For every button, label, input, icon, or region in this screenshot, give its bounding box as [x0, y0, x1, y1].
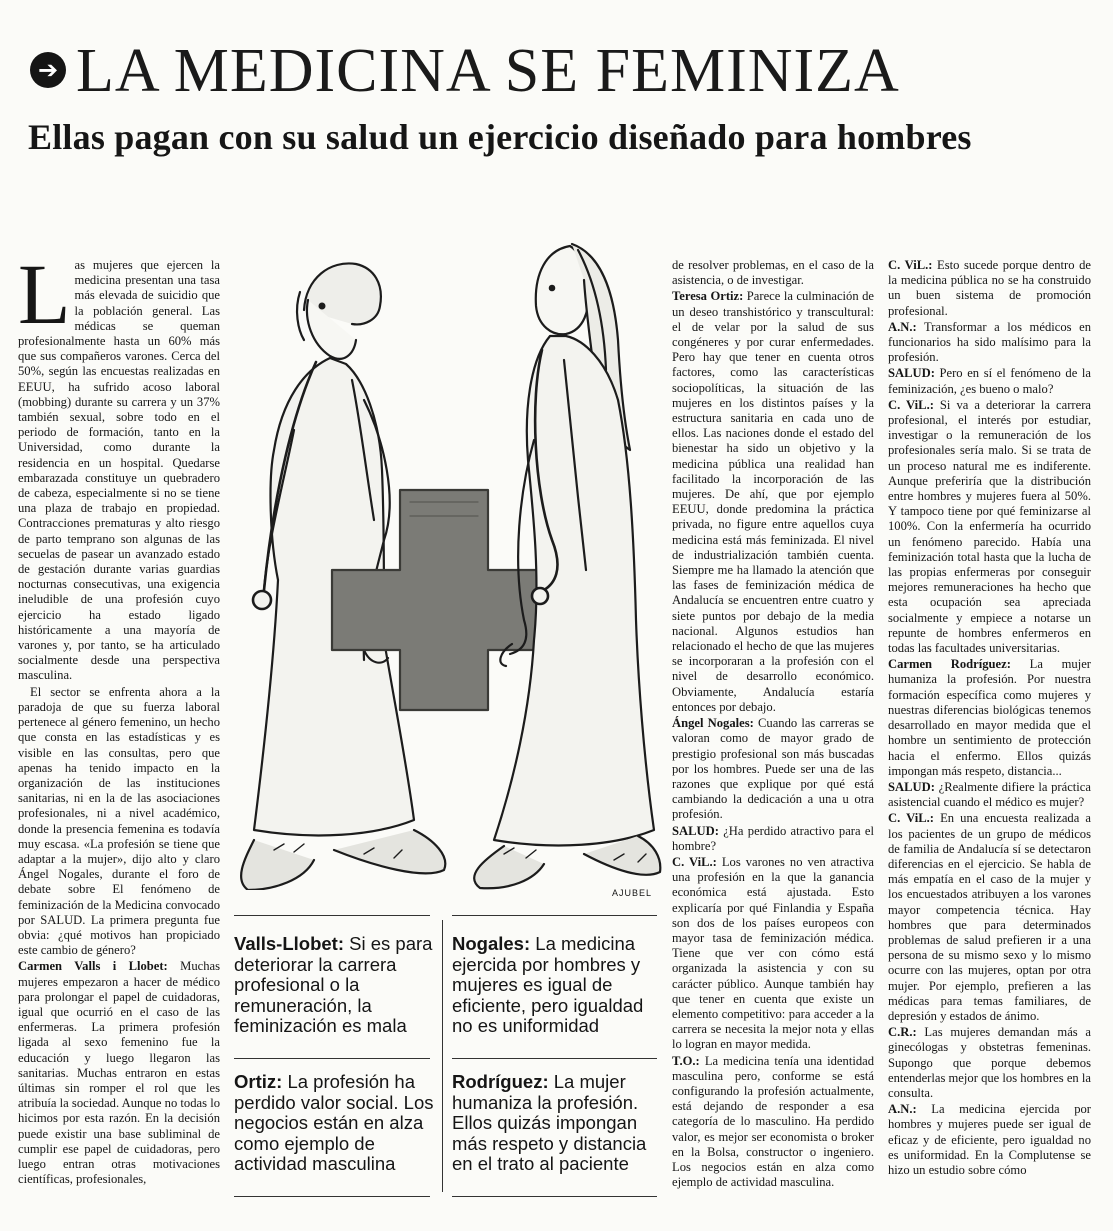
answer-text: Los varones no ven atractiva una profesión en la que la ganancia económica está ajustada. Esto explicaría por qué Finlandia y España son dos de los países europeos con mayor tasa de feminización médica. Tiene que ver con cómo está organizada la asistencia y con su carácter público. Aunque también hay que tener en cuenta que existe un elemento competitivo: para acceder a la carrera se necesita la mejor nota y ellas lo logran en mayor medida.: [672, 854, 874, 1052]
question-text: ¿Ha perdido atractivo para el hombre?: [672, 823, 874, 853]
speaker-name: SALUD:: [888, 366, 935, 381]
quote-text: Si es para deteriorar la carrera profesional o la remuneración, la feminización es mala: [234, 933, 433, 1036]
article-column-1: [18, 246, 220, 1188]
interview-answer: [672, 289, 874, 715]
headline: LA MEDICINA SE FEMINIZA: [76, 37, 900, 105]
pull-quote: [452, 934, 657, 1037]
interview-question: [888, 780, 1091, 810]
speaker-name: A.N.:: [888, 1102, 917, 1117]
speaker-name: Teresa Ortiz:: [672, 289, 744, 304]
answer-text: Si va a deteriorar la carrera profesional, el interés por estudiar, investigar o la remuneración de los profesionales sería malo. Si se trata de un proceso natural me es indiferente. Aunque preferiría que la distribución entre hombres y mujeres fuera al 50%. Y tampoco tiene por qué feminizarse al 100%. Con la enfermería ha ocurrido un fenómeno parecido. Había una feminización total hasta que la lucha de las propias enfermeras por conseguir mejores remuneraciones ha hecho que esta ocupación sea apreciada socialmente y empiece a notarse un repunte de hombres enfermeros en todas las facultades universitarias.: [888, 397, 1091, 656]
divider: [452, 915, 657, 916]
interview-question: [672, 824, 874, 854]
divider: [452, 1196, 657, 1197]
interview-answer: [18, 959, 220, 1187]
quote-text: La medicina ejercida por hombres y mujeres es igual de eficiente, pero igualdad no es uniformidad: [452, 933, 644, 1036]
article-column-4: [888, 258, 1091, 1179]
answer-text: Parece la culminación de un deseo transhistórico y transcultural: el de velar por la salud de sus congéneres y por curar enfermedades. Pero hay que tener en cuenta otros factores, como las características sociopolíticas, la situación de las mujeres en los distintos países y la estructura sanitaria en cada uno de ellos. Las naciones donde el estado del bienestar ha sido un objetivo y la medicina pública una realidad han facilitado la incorporación de las mujeres. De ahí, que por ejemplo EEUU, donde predomina la práctica privada, no figure entre aquellos cuya medicina está más feminizada. El nivel de industrialización también cuenta. Siempre me ha llamado la atención que las fases de feminización médica de Andalucía se encuentren entre cuatro y siete puntos por debajo de la media nacional. Algunos estudios han relacionado el hecho de que las mujeres se incorporaran a la profesión con el nivel de desarrollo económico. Obviamente, Andalucía estaría entonces por debajo.: [672, 289, 875, 714]
interview-question: [888, 366, 1091, 396]
interview-answer: [888, 1025, 1091, 1101]
paragraph: El sector se enfrenta ahora a la paradoja de que su fuerza laboral pertenece al género femenino, un hecho que consta en las estadísticas y es visible en las consultas, pero que apenas ha tenido impacto en la organización de las instituciones sanitarias, ni en la de las asociaciones profesionales, ni a nivel académico, donde la presencia femenina es todavía muy escasa. «La profesión se tiene que adaptar a la mujer», dijo alto y claro Ángel Nogales, durante el foro de debate sobre El fenómeno de feminización de la Medicina convocado por SALUD. La primera pregunta fue obvia: ¿qué motivos han propiciado este cambio de género?: [18, 684, 220, 958]
pull-quote: [234, 934, 434, 1037]
pull-quote: [234, 1072, 434, 1175]
speaker-name: Ángel Nogales:: [672, 716, 754, 731]
answer-text: Las mujeres demandan más a ginecólogas y obstetras femeninas. Supongo que porque debemos entenderlas mejor que los hombres en la consulta.: [888, 1025, 1091, 1100]
divider: [234, 1196, 430, 1197]
answer-text: La mujer humaniza la profesión. Por nuestra formación específica como mujeres y nuestras diferencias biológicas tenemos desarrollado en mayor medida que el hombre un sentimiento de protección hacia el enfermo. Ellos quizás impongan más respeto, distancia...: [888, 657, 1091, 778]
article-column-3: [672, 258, 874, 1191]
paragraph: as mujeres que ejercen la medicina presentan una tasa más elevada de suicidio que la población general. Las médicas se queman profesionalmente hasta un 60% más que sus compañeros varones. Cerca del 50%, según las encuestas realizadas en EEUU, ha sufrido acoso laboral (mobbing) durante su carrera y un 37% también sexual, sobre todo en el periodo de formación, tanto en la Universidad, como durante la residencia en un hospital. Quedarse embarazada constituye un quebradero de cabeza, especialmente si no se tiene una plaza de trabajo en propiedad. Contracciones prematuras y alto riesgo de parto temprano son algunas de las secuelas de pasear un avanzado estado de gestación durante varias guardias nocturnas consecutivas, una exigencia ineludible de una profesión cuyo ejercicio ha estado ligado históricamente a una mayoría de varones y, por tanto, se ha articulado socialmente desde una perspectiva masculina.: [18, 258, 220, 683]
interview-answer: [672, 1054, 874, 1191]
interview-answer: [888, 258, 1091, 319]
speaker-name: C. ViL.:: [888, 258, 933, 272]
pull-quote: [452, 1072, 657, 1175]
speaker-name: C.R.:: [888, 1025, 917, 1040]
quote-text: La profesión ha perdido valor social. Los negocios están en alza como ejemplo de actividad masculina: [234, 1071, 434, 1174]
speaker-name: C. ViL.:: [888, 397, 934, 412]
illustration-two-doctors-carrying-cross: [234, 240, 662, 890]
quote-text: La mujer humaniza la profesión. Ellos quizás impongan más respeto y distancia en el trato al paciente: [452, 1071, 647, 1174]
interview-answer: [888, 811, 1091, 1024]
divider: [234, 915, 430, 916]
divider: [452, 1058, 657, 1059]
answer-text: Muchas mujeres empezaron a hacer de médico para prolongar el papel de cuidadoras, igual que ocurrió en el caso de las enfermeras. La primera profesión ligada al sexo femenino fue la educación y luego llegaron las sanitarias. Muchas entraron en estas últimas sin romper el rol que les atribuía la sociedad. Aunque no todas lo hicimos por esta razón. En la decisión puede existir una base subliminal de cumplir ese papel de cuidadoras, pero luego entran otras motivaciones científicas, profesionales,: [18, 959, 220, 1187]
drop-cap: L: [18, 246, 71, 342]
illustration-credit: AJUBEL: [612, 888, 653, 898]
speaker-name: T.O.:: [672, 1053, 700, 1068]
interview-answer: [672, 716, 874, 822]
speaker-name: SALUD:: [888, 779, 935, 794]
answer-text: La medicina ejercida por hombres y mujeres puede ser igual de eficaz y de eficiente, pero igualdad no es uniformidad. En la Complutense se hizo un estudio sobre cómo: [888, 1102, 1091, 1177]
divider: [442, 920, 443, 1192]
question-text: Pero en sí el fenómeno de la feminización, ¿es bueno o malo?: [888, 366, 1091, 396]
answer-text: En una encuesta realizada a los pacientes de un grupo de médicos de familia de Andalucía sí se detectaron diferencias en el ejercicio. Se habla de más empatía en el caso de la mujer y los encuestados atribuyen a los varones mayor competencia técnica. Hay hombres que para determinados problemas de salud prefieren ir a una persona de su mismo sexo y lo mismo ocurre con las mujeres, optan por otra mujer. Por ejemplo, prefieren a las médicas para temas familiares, de depresión y estados de ánimo.: [888, 811, 1091, 1023]
interview-answer: [888, 320, 1091, 366]
divider: [234, 1058, 430, 1059]
speaker-name: Carmen Valls i Llobet:: [18, 959, 168, 974]
interview-answer: [888, 657, 1091, 779]
interview-answer: [888, 398, 1091, 656]
arrow-right-icon: ➔: [30, 52, 66, 88]
answer-text: La medicina tenía una identidad masculina pero, conforme se está configurando la profesión actualmente, está dejando de responder a esa categoría de lo masculino. Ha perdido valor, es mejor ser economista o broker en la Bolsa, constructor o ingeniero. Los negocios están en alza como ejemplo de actividad masculina.: [672, 1053, 874, 1190]
question-text: ¿Realmente difiere la práctica asistencial cuando el médico es mujer?: [888, 779, 1091, 810]
paragraph: de resolver problemas, en el caso de la asistencia, o de investigar.: [672, 258, 874, 288]
interview-answer: [672, 855, 874, 1053]
quote-speaker: Rodríguez:: [452, 1071, 549, 1092]
speaker-name: Carmen Rodríguez:: [888, 657, 1011, 672]
subheadline: Ellas pagan con su salud un ejercicio diseñado para hombres: [28, 117, 972, 157]
answer-text: Cuando las carreras se valoran como de mayor grado de prestigio profesional son más buscadas por los hombres. Puede ser una de las razones que explique por qué está cambiando la dedicación a una u otra profesión.: [672, 716, 874, 822]
quote-speaker: Valls-Llobet:: [234, 933, 344, 954]
interview-answer: [888, 1102, 1091, 1178]
speaker-name: A.N.:: [888, 319, 917, 334]
answer-text: Transformar a los médicos en funcionarios ha sido malísimo para la profesión.: [888, 319, 1091, 365]
speaker-name: C. ViL.:: [672, 854, 717, 869]
speaker-name: SALUD:: [672, 823, 719, 838]
quote-speaker: Ortiz:: [234, 1071, 283, 1092]
quote-speaker: Nogales:: [452, 933, 531, 954]
speaker-name: C. ViL.:: [888, 811, 934, 826]
answer-text: Esto sucede porque dentro de la medicina pública no se ha construido un buen sistema de promoción profesional.: [888, 258, 1091, 318]
